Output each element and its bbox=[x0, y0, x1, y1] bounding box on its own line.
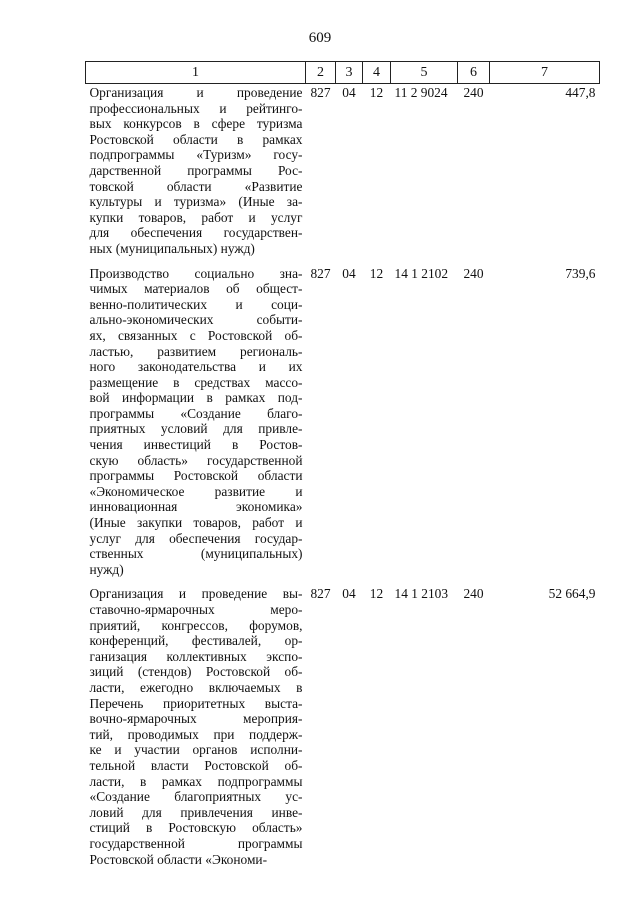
description-line: дарственной программы Рос- bbox=[89, 162, 303, 178]
description-line: чимых материалов об общест- bbox=[89, 281, 303, 297]
table-row bbox=[86, 84, 600, 265]
description-line: тельной власти Ростовской об- bbox=[89, 757, 303, 773]
description-line: ловий для привлечения инве- bbox=[89, 804, 303, 820]
description-line: государственной программы bbox=[89, 835, 303, 851]
cell-target-article: 11 2 9024 bbox=[394, 85, 448, 100]
cell-expense-type: 240 bbox=[463, 85, 484, 100]
description-line: Производство социально зна- bbox=[89, 265, 303, 281]
column-header-subsection: 4 bbox=[363, 62, 391, 84]
description-line: для обеспечения государствен- bbox=[89, 225, 303, 241]
column-header-description: 1 bbox=[86, 62, 306, 84]
description-line: скую область» государственной bbox=[89, 452, 303, 468]
row-description bbox=[86, 265, 306, 586]
description-line: программы «Создание благо- bbox=[89, 405, 303, 421]
budget-table bbox=[85, 61, 600, 875]
description-line: «Создание благоприятных ус- bbox=[89, 789, 303, 805]
description-line: ке и участии органов исполни- bbox=[89, 742, 303, 758]
description-line: Организация и проведение bbox=[89, 85, 303, 100]
table-header-row bbox=[86, 62, 600, 84]
description-line: ях, связанных с Ростовской об- bbox=[89, 327, 303, 343]
column-header-amount: 7 bbox=[490, 62, 600, 84]
description-line: профессиональных и рейтинго- bbox=[89, 100, 303, 116]
description-line: ставочно-ярмарочных меро- bbox=[89, 602, 303, 617]
cell-subsection-code: 12 bbox=[369, 265, 384, 281]
description-line: (Иные закупки товаров, работ и bbox=[89, 515, 303, 531]
description-line: ально-экономических событи- bbox=[89, 312, 303, 328]
description-line: венно-политических и соци- bbox=[89, 296, 303, 312]
cell-target-article: 14 1 2103 bbox=[394, 586, 449, 602]
cell-amount: 447,8 bbox=[565, 85, 596, 100]
description-line: Перечень приоритетных выста- bbox=[89, 695, 303, 711]
row-description bbox=[86, 84, 306, 265]
cell-section-code: 04 bbox=[342, 85, 356, 100]
description-line: Организация и проведение вы- bbox=[89, 586, 303, 602]
cell-ministry-code: 827 bbox=[310, 265, 331, 281]
description-line: ганизация коллективных экспо- bbox=[89, 648, 303, 664]
description-line: ного законодательства и их bbox=[89, 359, 303, 375]
description-line: вой информации в рамках под- bbox=[89, 390, 303, 406]
description-line: товской области «Развитие bbox=[89, 178, 303, 194]
description-line: Ростовской области «Экономи- bbox=[89, 851, 268, 867]
description-line: нужд) bbox=[89, 561, 124, 577]
page-number: 609 bbox=[308, 30, 332, 46]
description-line: ластью, развитием региональ- bbox=[89, 343, 303, 359]
column-header-expense-type: 6 bbox=[458, 62, 490, 84]
cell-ministry-code: 827 bbox=[310, 85, 331, 100]
cell-amount: 739,6 bbox=[565, 265, 596, 281]
description-line: программы Ростовской области bbox=[89, 468, 303, 484]
description-line: тий, проводимых при поддерж- bbox=[89, 726, 303, 742]
description-line: приятных условий для привле- bbox=[89, 421, 303, 437]
table-row bbox=[86, 585, 600, 875]
description-line: размещение в средствах массо- bbox=[89, 374, 303, 390]
table-row bbox=[86, 265, 600, 586]
cell-ministry-code: 827 bbox=[310, 586, 331, 602]
description-line: ственных (муниципальных) bbox=[89, 546, 303, 562]
description-line: купки товаров, работ и услуг bbox=[89, 209, 303, 225]
description-line: стиций в Ростовскую область» bbox=[89, 820, 303, 836]
cell-section-code: 04 bbox=[342, 586, 356, 602]
cell-expense-type: 240 bbox=[463, 265, 484, 281]
description-line: ласти, ежегодно включаемых в bbox=[89, 679, 303, 695]
description-line: Ростовской области в рамках bbox=[89, 131, 303, 147]
cell-section-code: 04 bbox=[342, 265, 356, 281]
description-line: подпрограммы «Туризм» госу- bbox=[89, 147, 303, 163]
cell-subsection-code: 12 bbox=[369, 85, 384, 100]
description-line: зиций (стендов) Ростовской об- bbox=[89, 664, 303, 680]
description-line: ласти, в рамках подпрограммы bbox=[89, 773, 303, 789]
column-header-section: 3 bbox=[336, 62, 363, 84]
row-description bbox=[86, 585, 306, 875]
description-line: услуг для обеспечения государ- bbox=[89, 530, 303, 546]
description-line: приятий, конгрессов, форумов, bbox=[89, 617, 303, 633]
cell-amount: 52 664,9 bbox=[548, 586, 596, 602]
description-line: ных (муниципальных) нужд) bbox=[89, 240, 255, 256]
column-header-target-article: 5 bbox=[391, 62, 458, 84]
description-line: культуры и туризма» (Иные за- bbox=[89, 194, 303, 210]
description-line: конференций, фестивалей, ор- bbox=[89, 633, 303, 649]
description-line: вых конкурсов в сфере туризма bbox=[89, 116, 303, 132]
description-line: «Экономическое развитие и bbox=[89, 483, 303, 499]
cell-subsection-code: 12 bbox=[369, 586, 384, 602]
description-line: чения инвестиций в Ростов- bbox=[89, 437, 303, 453]
column-header-ministry: 2 bbox=[306, 62, 336, 84]
description-line: вочно-ярмарочных мероприя- bbox=[89, 711, 303, 727]
cell-expense-type: 240 bbox=[463, 586, 484, 602]
cell-target-article: 14 1 2102 bbox=[394, 265, 449, 281]
description-line: инновационная экономика» bbox=[89, 499, 303, 515]
